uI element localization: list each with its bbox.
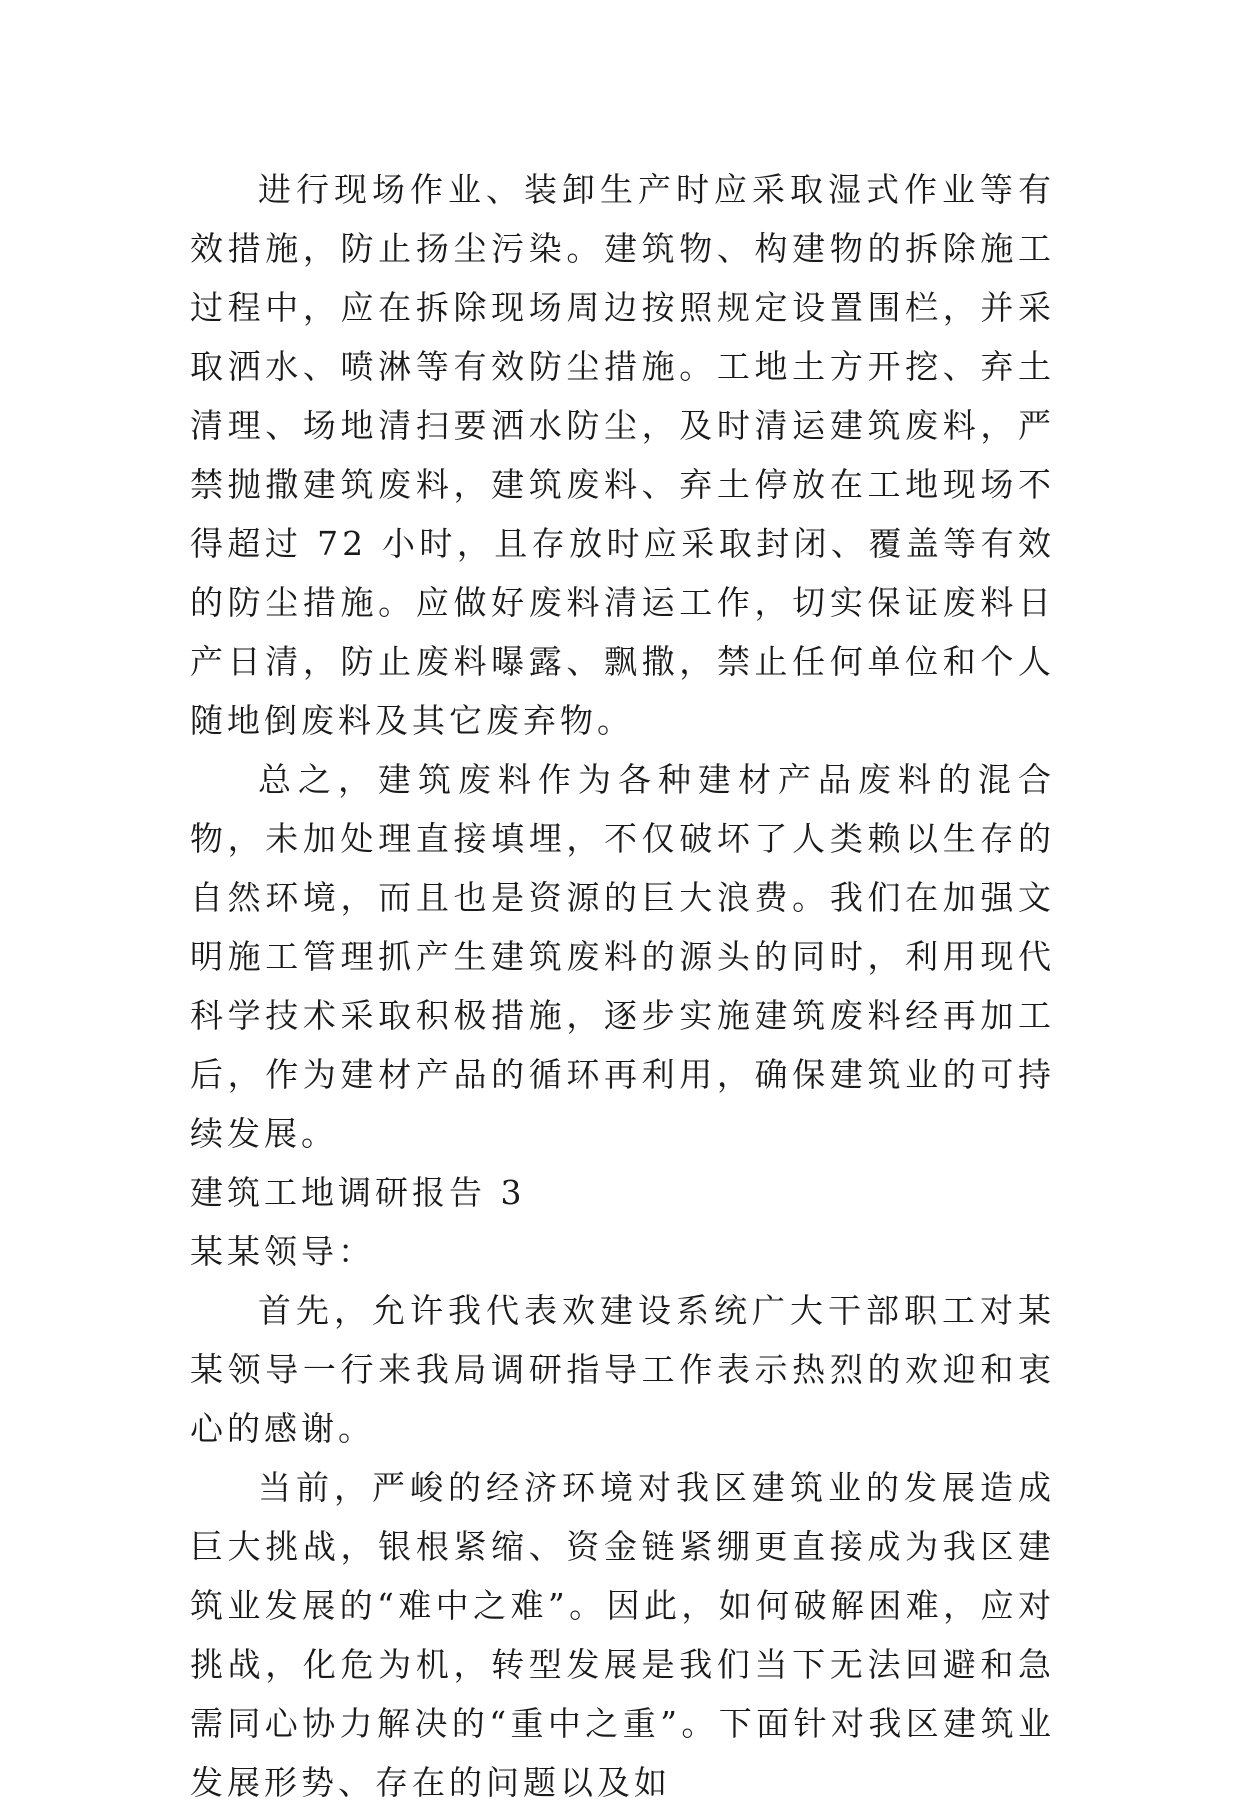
document-body: [190, 160, 1055, 1812]
section-heading: 建筑工地调研报告 3: [190, 1173, 526, 1212]
paragraph-current-situation: 当前，严峻的经济环境对我区建筑业的发展造成巨大挑战，银根紧缩、资金链紧绷更直接成为我区建筑业发展的“难中之难”。因此，如何破解困难，应对挑战，化危为机，转型发展是我们当下无法回避和急需同心协力解决的“重中之重”。下面针对我区建筑业发展形势、存在的问题以及如: [190, 1468, 1055, 1802]
paragraph-welcome: 首先，允许我代表欢建设系统广大干部职工对某某领导一行来我局调研指导工作表示热烈的欢迎和衷心的感谢。: [190, 1291, 1055, 1448]
paragraph-dust-control: 进行现场作业、装卸生产时应采取湿式作业等有效措施，防止扬尘污染。建筑物、构建物的拆除施工过程中，应在拆除现场周边按照规定设置围栏，并采取洒水、喷淋等有效防尘措施。工地土方开挖、弃土清理、场地清扫要洒水防尘，及时清运建筑废料，严禁抛撒建筑废料，建筑废料、弃土停放在工地现场不得超过 72 小时，且存放时应采取封闭、覆盖等有效的防尘措施。应做好废料清运工作，切实保证废料日产日清，防止废料曝露、飘撒，禁止任何单位和个人随地倒废料及其它废弃物。: [190, 170, 1055, 740]
salutation: 某某领导：: [190, 1232, 375, 1271]
paragraph-conclusion: 总之，建筑废料作为各种建材产品废料的混合物，未加处理直接填埋，不仅破坏了人类赖以生存的自然环境，而且也是资源的巨大浪费。我们在加强文明施工管理抓产生建筑废料的源头的同时，利用现代科学技术采取积极措施，逐步实施建筑废料经再加工后，作为建材产品的循环再利用，确保建筑业的可持续发展。: [190, 760, 1055, 1153]
